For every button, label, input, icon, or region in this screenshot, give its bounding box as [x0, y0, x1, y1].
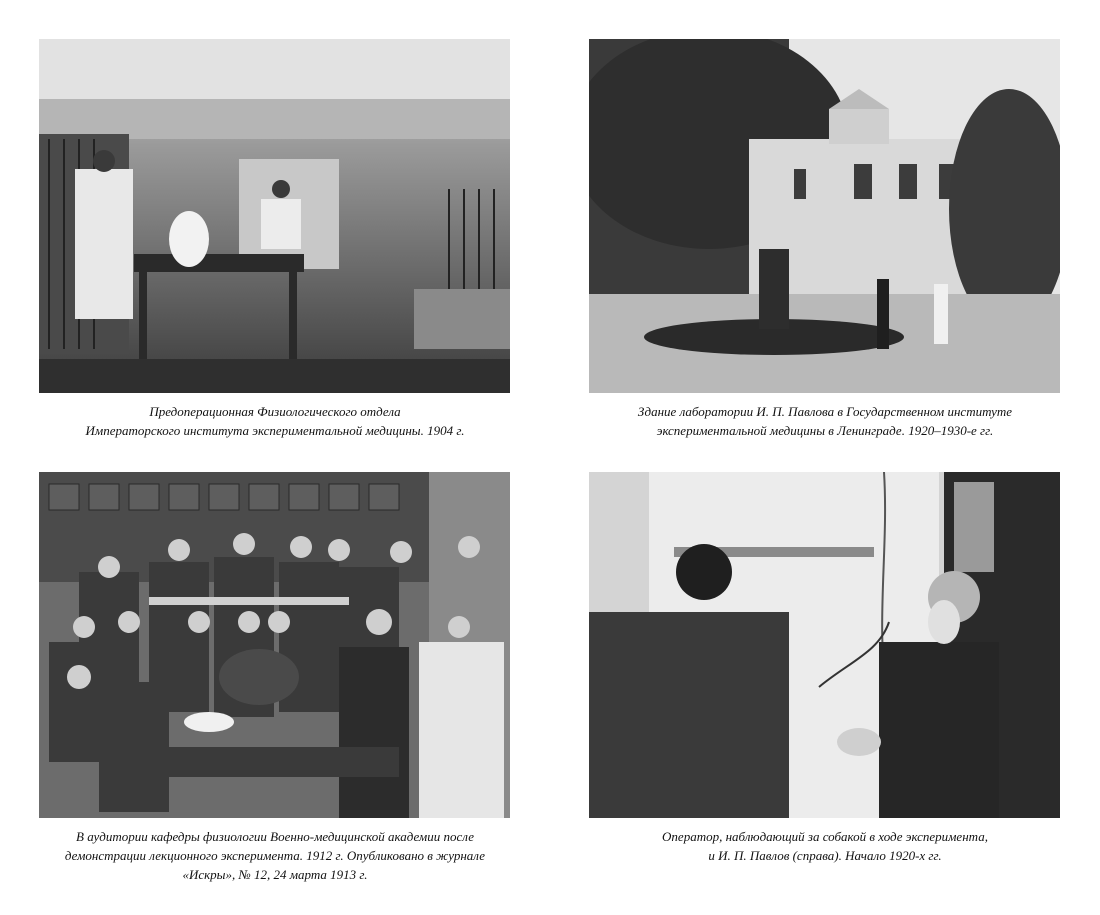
- photo-caption: Предоперационная Физиологического отдела Императорского института экспериментальной медицины. 1904 г.: [85, 404, 465, 438]
- photo-academy-auditorium: [39, 472, 510, 818]
- photo-preoperating-room: [39, 39, 510, 393]
- photo-caption: В аудитории кафедры физиологии Военно-медицинской академии после демонстрации лекционного эксперимента. 1912 г. Опубликовано в журнале «Искры», № 12, 24 марта 1913 г.: [64, 829, 486, 882]
- photo-caption: Оператор, наблюдающий за собакой в ходе эксперимента, и И. П. Павлов (справа). Начало 1920-х гг.: [662, 829, 988, 863]
- photo-laboratory-building: [589, 39, 1060, 393]
- photo-caption: Здание лаборатории И. П. Павлова в Государственном институте экспериментальной медицины в Ленинграде. 1920–1930-е гг.: [637, 404, 1013, 438]
- photo-operator-and-pavlov: [589, 472, 1060, 818]
